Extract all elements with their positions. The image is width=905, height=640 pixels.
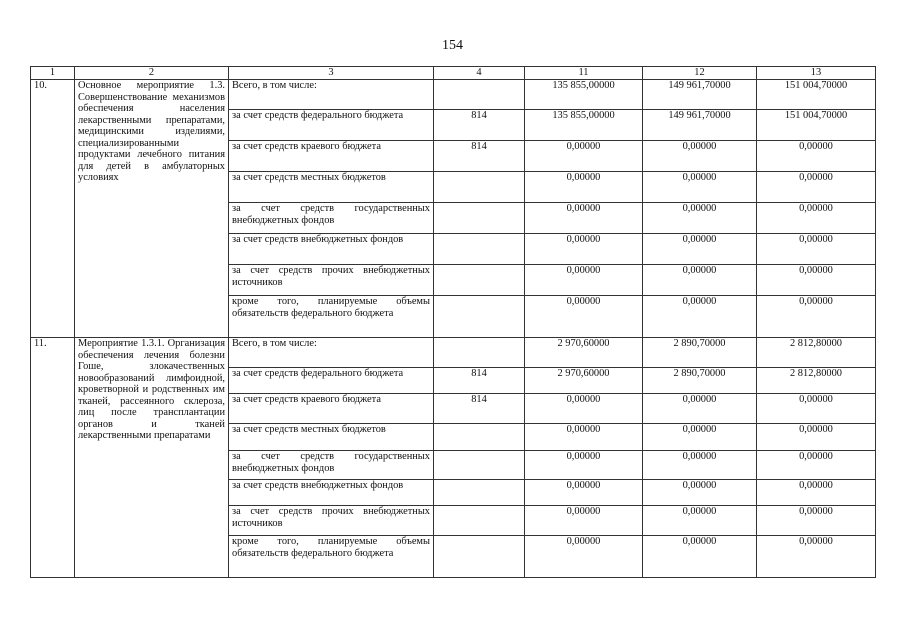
column-header: 2 <box>75 67 229 80</box>
funding-source: за счет средств местных бюджетов <box>229 172 434 203</box>
funding-source: за счет средств внебюджетных фондов <box>229 480 434 506</box>
value-col-11: 0,00000 <box>525 172 643 203</box>
value-col-13: 0,00000 <box>757 506 876 536</box>
value-col-12: 0,00000 <box>643 506 757 536</box>
value-col-13: 151 004,70000 <box>757 80 876 110</box>
budget-code: 814 <box>434 141 525 172</box>
budget-code <box>434 338 525 368</box>
value-col-13: 151 004,70000 <box>757 110 876 141</box>
funding-source: за счет средств федерального бюджета <box>229 368 434 394</box>
column-header: 4 <box>434 67 525 80</box>
table-row <box>31 338 876 368</box>
value-col-13: 2 812,80000 <box>757 338 876 368</box>
value-col-12: 2 890,70000 <box>643 338 757 368</box>
value-col-13: 0,00000 <box>757 265 876 296</box>
value-col-11: 0,00000 <box>525 506 643 536</box>
value-col-11: 2 970,60000 <box>525 368 643 394</box>
value-col-13: 0,00000 <box>757 296 876 338</box>
funding-source: за счет средств прочих внебюджетных источников <box>229 506 434 536</box>
value-col-11: 0,00000 <box>525 424 643 451</box>
header-row <box>31 67 876 80</box>
value-col-11: 135 855,00000 <box>525 110 643 141</box>
value-col-13: 0,00000 <box>757 536 876 578</box>
value-col-12: 0,00000 <box>643 536 757 578</box>
budget-code <box>434 234 525 265</box>
value-col-13: 0,00000 <box>757 480 876 506</box>
budget-code <box>434 506 525 536</box>
section-index: 10. <box>31 80 75 338</box>
budget-code: 814 <box>434 368 525 394</box>
column-header: 13 <box>757 67 876 80</box>
value-col-12: 2 890,70000 <box>643 368 757 394</box>
value-col-12: 0,00000 <box>643 203 757 234</box>
funding-source: за счет средств федерального бюджета <box>229 110 434 141</box>
value-col-11: 0,00000 <box>525 536 643 578</box>
funding-source: кроме того, планируемые объемы обязательств федерального бюджета <box>229 536 434 578</box>
funding-source: за счет средств государственных внебюджетных фондов <box>229 451 434 480</box>
value-col-11: 0,00000 <box>525 394 643 424</box>
funding-source: за счет средств местных бюджетов <box>229 424 434 451</box>
budget-code <box>434 265 525 296</box>
section-title: Мероприятие 1.3.1. Организация обеспечения лечения болезни Гоше, злокачественных новообразований лимфоидной, кроветворной и родственных им тканей, рассеянного склероза, лиц после трансплантации органов и тканей лекарственными препаратами <box>75 338 229 578</box>
value-col-12: 0,00000 <box>643 424 757 451</box>
value-col-11: 0,00000 <box>525 265 643 296</box>
column-header: 12 <box>643 67 757 80</box>
column-header: 1 <box>31 67 75 80</box>
value-col-12: 0,00000 <box>643 451 757 480</box>
funding-source: за счет средств внебюджетных фондов <box>229 234 434 265</box>
value-col-13: 0,00000 <box>757 203 876 234</box>
budget-code <box>434 424 525 451</box>
budget-code <box>434 296 525 338</box>
funding-source: за счет средств прочих внебюджетных источников <box>229 265 434 296</box>
value-col-12: 149 961,70000 <box>643 110 757 141</box>
page-number: 154 <box>442 38 463 53</box>
value-col-11: 135 855,00000 <box>525 80 643 110</box>
value-col-12: 0,00000 <box>643 394 757 424</box>
budget-table <box>30 66 876 578</box>
budget-code <box>434 203 525 234</box>
funding-source: за счет средств краевого бюджета <box>229 394 434 424</box>
value-col-11: 0,00000 <box>525 234 643 265</box>
value-col-13: 0,00000 <box>757 451 876 480</box>
funding-source: Всего, в том числе: <box>229 338 434 368</box>
section-title: Основное мероприятие 1.3. Совершенствование механизмов обеспечения населения лекарственными препаратами, медицинскими изделиями, специализированными продуктами лечебного питания для детей в амбулаторных условиях <box>75 80 229 338</box>
value-col-11: 0,00000 <box>525 451 643 480</box>
budget-code: 814 <box>434 394 525 424</box>
value-col-12: 0,00000 <box>643 172 757 203</box>
funding-source: за счет средств краевого бюджета <box>229 141 434 172</box>
value-col-13: 0,00000 <box>757 394 876 424</box>
column-header: 3 <box>229 67 434 80</box>
table-row <box>31 80 876 110</box>
budget-code <box>434 451 525 480</box>
value-col-12: 149 961,70000 <box>643 80 757 110</box>
budget-code <box>434 172 525 203</box>
budget-code: 814 <box>434 110 525 141</box>
budget-code <box>434 480 525 506</box>
section-index: 11. <box>31 338 75 578</box>
budget-code <box>434 80 525 110</box>
value-col-11: 0,00000 <box>525 203 643 234</box>
value-col-12: 0,00000 <box>643 296 757 338</box>
value-col-13: 0,00000 <box>757 172 876 203</box>
value-col-12: 0,00000 <box>643 234 757 265</box>
funding-source: кроме того, планируемые объемы обязательств федерального бюджета <box>229 296 434 338</box>
value-col-13: 0,00000 <box>757 424 876 451</box>
value-col-13: 2 812,80000 <box>757 368 876 394</box>
budget-code <box>434 536 525 578</box>
value-col-13: 0,00000 <box>757 234 876 265</box>
value-col-12: 0,00000 <box>643 265 757 296</box>
value-col-12: 0,00000 <box>643 480 757 506</box>
funding-source: за счет средств государственных внебюджетных фондов <box>229 203 434 234</box>
funding-source: Всего, в том числе: <box>229 80 434 110</box>
column-header: 11 <box>525 67 643 80</box>
value-col-11: 0,00000 <box>525 141 643 172</box>
value-col-11: 0,00000 <box>525 296 643 338</box>
value-col-11: 2 970,60000 <box>525 338 643 368</box>
value-col-13: 0,00000 <box>757 141 876 172</box>
value-col-11: 0,00000 <box>525 480 643 506</box>
value-col-12: 0,00000 <box>643 141 757 172</box>
